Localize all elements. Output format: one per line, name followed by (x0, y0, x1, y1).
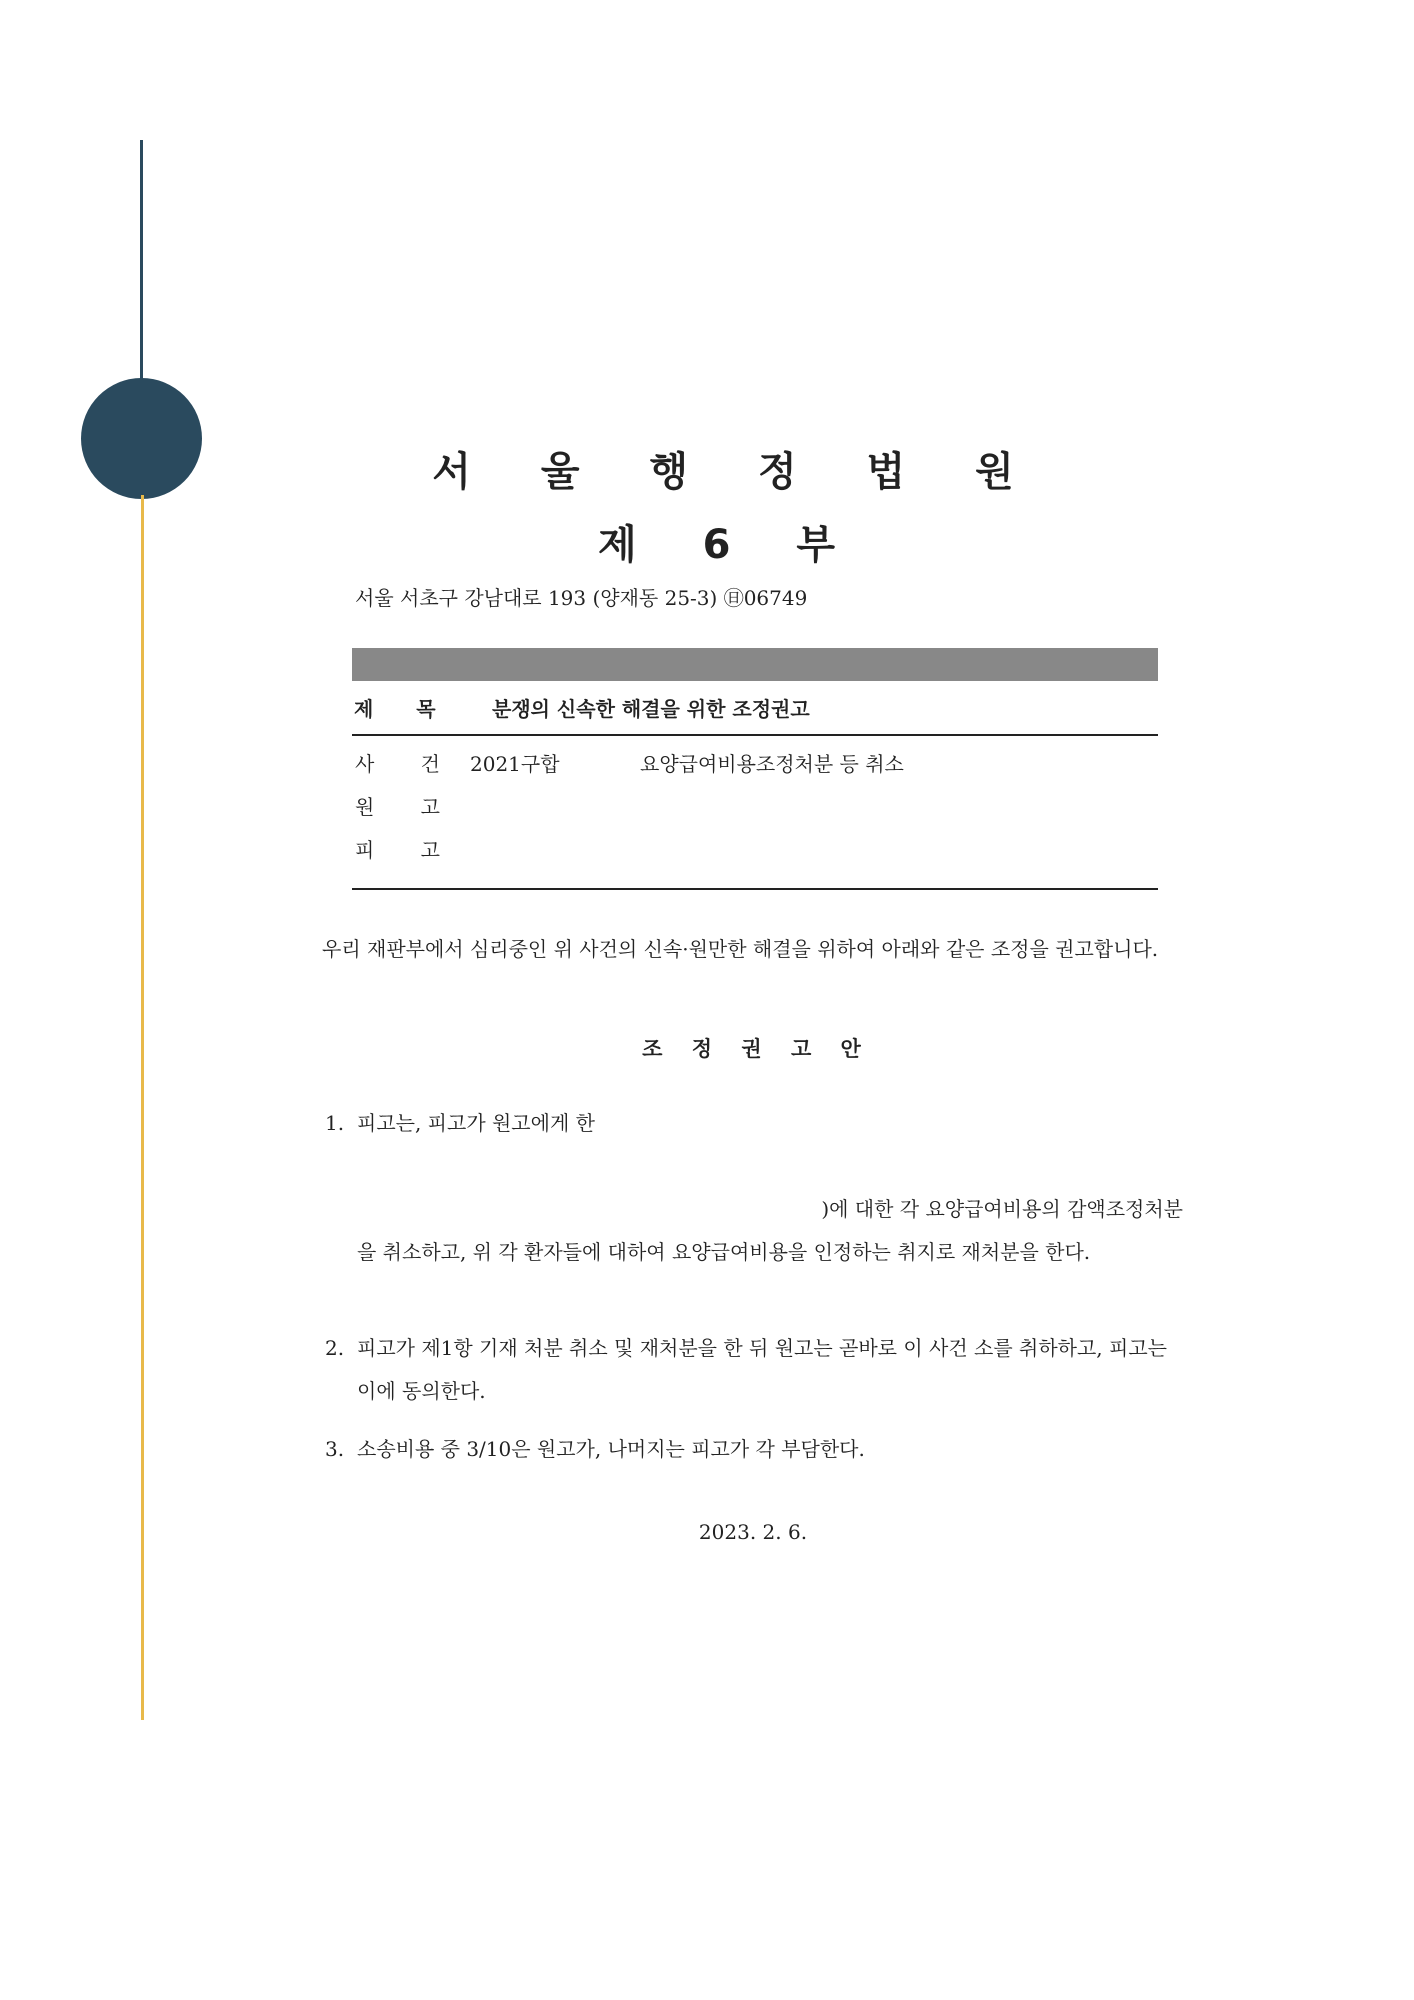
subject-label: 제 목 (354, 697, 454, 721)
proposal-item-1-continued (357, 1188, 1183, 1274)
document-date: 2023. 2. 6. (698, 1520, 808, 1544)
item-text: )에 대한 각 요양급여비용의 감액조정처분 (821, 1197, 1183, 1221)
item-number: 1. (325, 1111, 345, 1135)
item-number: 3. (325, 1437, 345, 1461)
item-text: 피고가 제1항 기재 처분 취소 및 재처분을 한 뒤 원고는 곧바로 이 사건 소를 취하하고, 피고는 이에 동의한다. (357, 1336, 1167, 1403)
intro-paragraph: 우리 재판부에서 심리중인 위 사건의 신속·원만한 해결을 위하여 아래와 같은 조정을 권고합니다. (322, 937, 1159, 961)
court-address: 서울 서초구 강남대로 193 (양재동 25-3) ㊐06749 (355, 586, 808, 610)
plaintiff-label: 원 고 (355, 795, 460, 819)
subject-text: 분쟁의 신속한 해결을 위한 조정권고 (492, 697, 810, 721)
case-number: 2021구합 (470, 752, 560, 776)
divider (352, 888, 1158, 890)
item-text: 피고는, 피고가 원고에게 한 (357, 1111, 595, 1135)
item-number: 2. (325, 1336, 345, 1360)
item-text: 소송비용 중 3/10은 원고가, 나머지는 피고가 각 부담한다. (357, 1437, 865, 1461)
divider (352, 734, 1158, 736)
court-name: 서 울 행 정 법 원 (432, 449, 1042, 495)
case-label: 사 건 (355, 752, 460, 776)
header-bar (352, 648, 1158, 681)
case-name: 요양급여비용조정처분 등 취소 (640, 752, 904, 776)
division-name: 제 6 부 (598, 522, 861, 568)
decorative-line-top (140, 140, 143, 380)
proposal-title: 조 정 권 고 안 (642, 1037, 872, 1061)
defendant-label: 피 고 (355, 838, 460, 862)
item-text: 을 취소하고, 위 각 환자들에 대하여 요양급여비용을 인정하는 취지로 재처분을 한다. (357, 1240, 1091, 1264)
